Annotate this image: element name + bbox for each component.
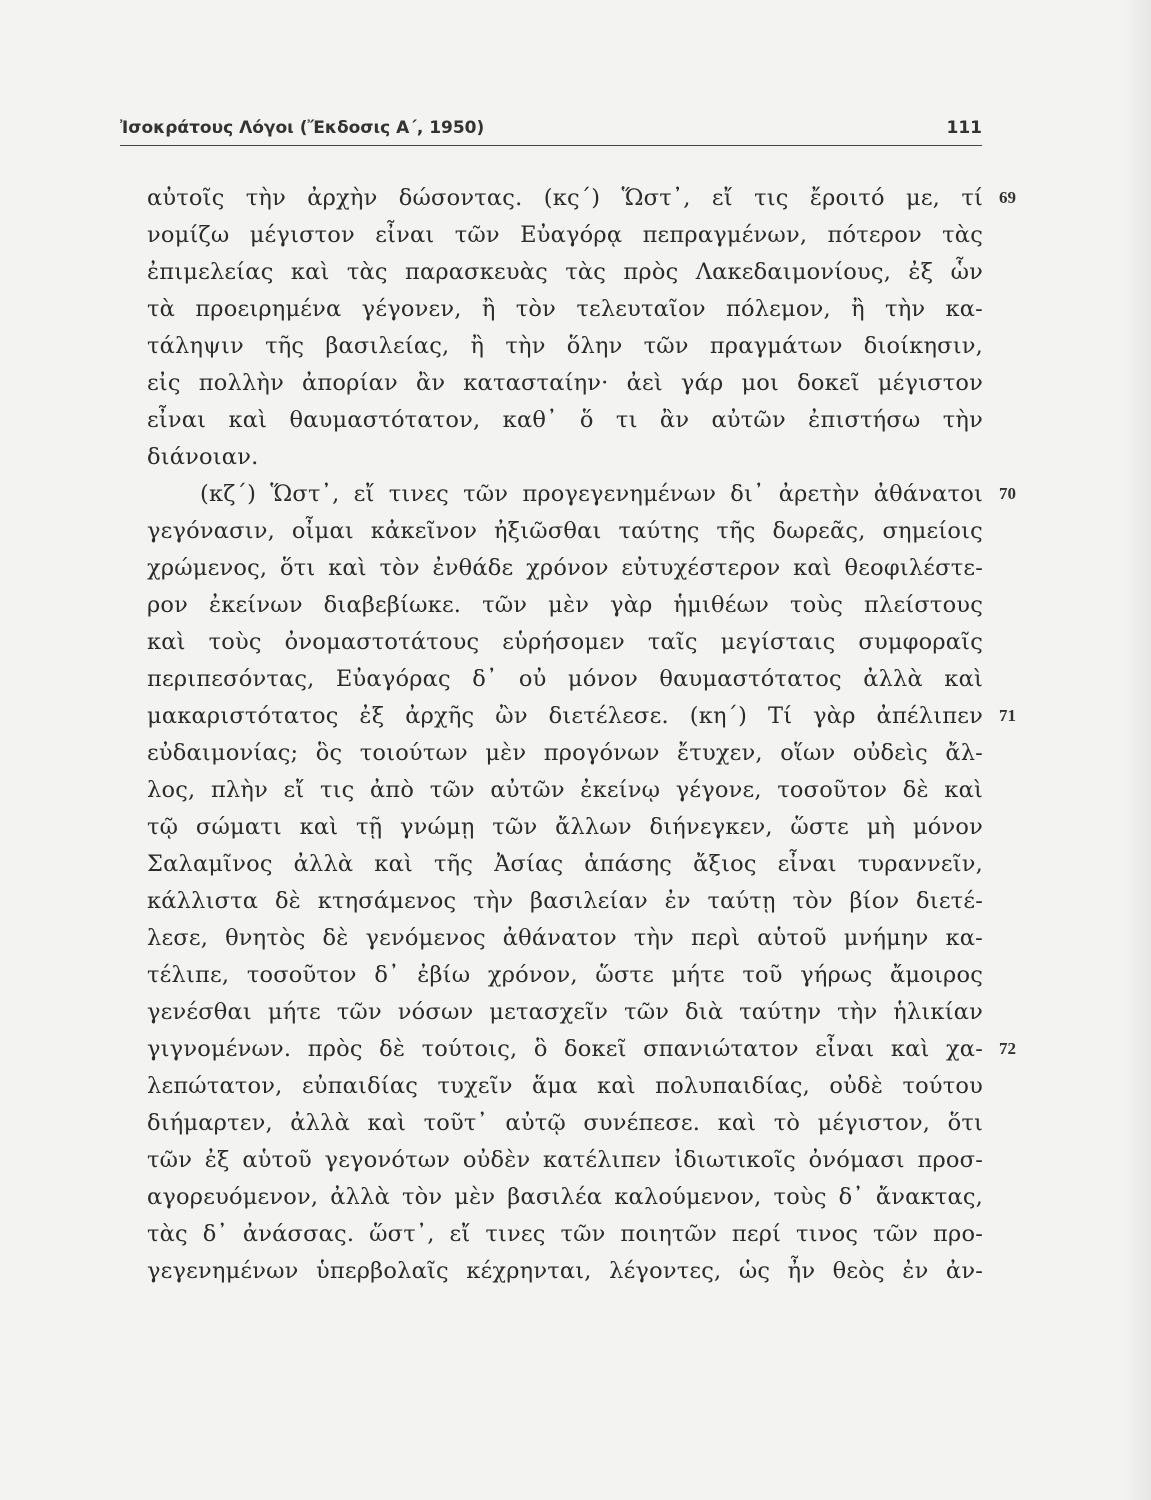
running-head-title: Ἰσοκράτους Λόγοι (Ἔκδοσις Α΄, 1950) — [120, 118, 485, 138]
text-line: λος, πλὴν εἴ τις ἀπὸ τῶν αὐτῶν ἐκείνῳ γέγονε, τοσοῦτον δὲ καὶ — [147, 777, 983, 803]
text-line: γενέσθαι μήτε τῶν νόσων μετασχεῖν τῶν διὰ ταύτην τὴν ἡλικίαν — [147, 999, 983, 1025]
text-line: μακαριστότατος ἐξ ἀρχῆς ὢν διετέλεσε. (κη΄) Τί γὰρ ἀπέλιπεν — [147, 703, 983, 729]
header-rule — [120, 145, 982, 146]
margin-number: 70 — [999, 484, 1016, 503]
text-line: αγορευόμενον, ἀλλὰ τὸν μὲν βασιλέα καλούμενον, τοὺς δ᾽ ἄνακτας, — [147, 1184, 983, 1210]
text-line: διάνοιαν. — [147, 444, 259, 470]
text-line: λεσε, θνητὸς δὲ γενόμενος ἀθάνατον τὴν περὶ αὑτοῦ μνήμην κα- — [147, 925, 983, 951]
text-line: τὰ προειρημένα γέγονεν, ἢ τὸν τελευταῖον πόλεμον, ἢ τὴν κα- — [147, 296, 983, 322]
running-head — [120, 118, 982, 144]
margin-number: 69 — [999, 188, 1016, 207]
page-number: 111 — [946, 118, 982, 138]
text-line: γεγενημένων ὑπερβολαῖς κέχρηνται, λέγοντες, ὡς ἦν θεὸς ἐν ἀν- — [147, 1258, 983, 1284]
text-line: λεπώτατον, εὐπαιδίας τυχεῖν ἅμα καὶ πολυπαιδίας, οὐδὲ τούτου — [147, 1073, 983, 1099]
text-line: (κζ΄) Ὥστ᾽, εἴ τινες τῶν προγεγενημένων δι᾽ ἀρετὴν ἀθάνατοι — [200, 481, 983, 507]
text-line: τὰς δ᾽ ἀνάσσας. ὥστ᾽, εἴ τινες τῶν ποιητῶν περί τινος τῶν προ- — [147, 1221, 983, 1247]
text-line: εὐδαιμονίας; ὃς τοιούτων μὲν προγόνων ἔτυχεν, οἵων οὐδεὶς ἄλ- — [147, 740, 983, 766]
text-line: τέλιπε, τοσοῦτον δ᾽ ἐβίω χρόνον, ὥστε μήτε τοῦ γήρως ἄμοιρος — [147, 962, 983, 988]
margin-number: 71 — [999, 706, 1016, 725]
text-line: κάλλιστα δὲ κτησάμενος τὴν βασιλείαν ἐν ταύτῃ τὸν βίον διετέ- — [147, 888, 983, 914]
text-line: τάληψιν τῆς βασιλείας, ἢ τὴν ὅλην τῶν πραγμάτων διοίκησιν, — [147, 333, 983, 359]
text-line: εἰς πολλὴν ἀπορίαν ἂν κατασταίην· ἀεὶ γάρ μοι δοκεῖ μέγιστον — [147, 370, 983, 396]
text-line: γεγόνασιν, οἶμαι κἀκεῖνον ἠξιῶσθαι ταύτης τῆς δωρεᾶς, σημείοις — [147, 518, 983, 544]
text-line: αὐτοῖς τὴν ἀρχὴν δώσοντας. (κς΄) Ὥστ᾽, εἴ τις ἔροιτό με, τί — [147, 185, 983, 211]
text-line: διήμαρτεν, ἀλλὰ καὶ τοῦτ᾽ αὐτῷ συνέπεσε. καὶ τὸ μέγιστον, ὅτι — [147, 1110, 983, 1136]
text-line: γιγνομένων. πρὸς δὲ τούτοις, ὃ δοκεῖ σπανιώτατον εἶναι καὶ χα- — [147, 1036, 983, 1062]
text-line: χρώμενος, ὅτι καὶ τὸν ἐνθάδε χρόνον εὐτυχέστερον καὶ θεοφιλέστε- — [147, 555, 983, 581]
margin-number: 72 — [999, 1039, 1016, 1058]
text-line: εἶναι καὶ θαυμαστότατον, καθ᾽ ὅ τι ἂν αὐτῶν ἐπιστήσω τὴν — [147, 407, 983, 433]
text-line: καὶ τοὺς ὀνομαστοτάτους εὑρήσομεν ταῖς μεγίσταις συμφοραῖς — [147, 629, 983, 655]
text-line: τῷ σώματι καὶ τῇ γνώμῃ τῶν ἄλλων διήνεγκεν, ὥστε μὴ μόνον — [147, 814, 983, 840]
page-edge-shadow — [1123, 0, 1151, 1500]
text-line: Σαλαμῖνος ἀλλὰ καὶ τῆς Ἀσίας ἁπάσης ἄξιος εἶναι τυραννεῖν, — [147, 851, 983, 877]
text-line: ρον ἐκείνων διαβεβίωκε. τῶν μὲν γὰρ ἡμιθέων τοὺς πλείστους — [147, 592, 983, 618]
text-line: περιπεσόντας, Εὐαγόρας δ᾽ οὐ μόνον θαυμαστότατος ἀλλὰ καὶ — [147, 666, 983, 692]
text-line: τῶν ἐξ αὑτοῦ γεγονότων οὐδὲν κατέλιπεν ἰδιωτικοῖς ὀνόμασι προσ- — [147, 1147, 983, 1173]
text-line: νομίζω μέγιστον εἶναι τῶν Εὐαγόρᾳ πεπραγμένων, πότερον τὰς — [147, 222, 983, 248]
text-line: ἐπιμελείας καὶ τὰς παρασκευὰς τὰς πρὸς Λακεδαιμονίους, ἐξ ὧν — [147, 259, 983, 285]
